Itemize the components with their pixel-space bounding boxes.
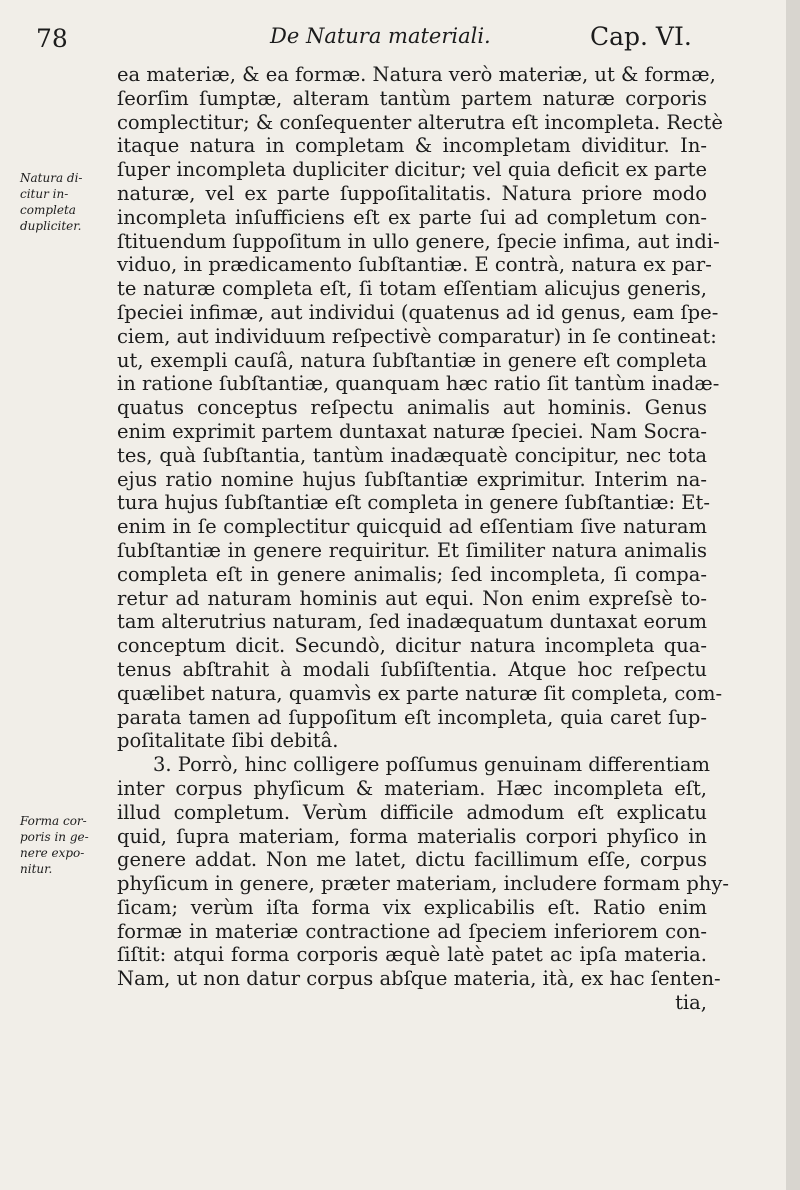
marginal-note-line: nitur. (20, 862, 53, 876)
text-line: complectitur; & conſequenter alterutra eſt incompleta. Rectè (117, 110, 723, 134)
text-line: incompleta inſufficiens eſt ex parte ſui ad completum con- (117, 205, 707, 229)
text-line: ſpeciei infimæ, aut individui (quatenus ad id genus, eam ſpe- (117, 300, 719, 324)
marginal-note-natura-incompleta (20, 170, 112, 234)
text-line: ejus ratio nomine hujus ſubſtantiæ exprimitur. Interim na- (117, 467, 707, 491)
text-line: tes, quà ſubſtantia, tantùm inadæquatè concipitur, nec tota (117, 443, 707, 467)
text-line: tenus abſtrahit à modali ſubſiſtentia. Atque hoc reſpectu (117, 657, 707, 681)
text-line: in ratione ſubſtantiæ, quanquam hæc ratio ſit tantùm inadæ- (117, 372, 720, 396)
text-line: Nam, ut non datur corpus abſque materia, ità, ex hac ſenten- (117, 967, 721, 991)
text-line: genere addat. Non me latet, dictu facillimum eſſe, corpus (117, 848, 707, 872)
text-line: ſubſtantiæ in genere requiritur. Et ſimiliter natura animalis (117, 538, 707, 562)
text-line: itaque natura in completam & incompletam dividitur. In- (117, 134, 707, 158)
text-line: poſitalitate ſibi debitâ. (117, 729, 339, 753)
text-line: ſtituendum ſuppoſitum in ullo genere, ſpecie infima, aut indi- (117, 229, 720, 253)
text-line: enim exprimit partem duntaxat naturæ ſpeciei. Nam Socra- (117, 419, 707, 443)
marginal-note-line: nere expo- (20, 846, 85, 860)
catchword: tia, (675, 991, 707, 1015)
text-line: ea materiæ, & ea formæ. Natura verò materiæ, ut & formæ, (117, 63, 716, 86)
marginal-note-line: Forma cor- (20, 814, 87, 828)
text-line: 3. Porrò, hinc colligere poſſumus genuinam differentiam (153, 753, 711, 777)
text-line: naturæ, vel ex parte ſuppoſitalitatis. Natura priore modo (117, 181, 707, 205)
text-line: quid, ſupra materiam, forma materialis corpori phyſico in (117, 824, 707, 848)
text-line: viduo, in prædicamento ſubſtantiæ. E contrà, natura ex par- (117, 253, 712, 277)
text-line: enim in ſe complectitur quicquid ad eſſentiam ſive naturam (117, 515, 707, 539)
text-line: ſiſtit: atqui forma corporis æquè latè patet ac ipſa materia. (117, 943, 707, 967)
marginal-note-line: citur in- (20, 187, 69, 201)
body-text (117, 63, 729, 1015)
text-line: retur ad naturam hominis aut equi. Non enim expreſsè to- (117, 586, 707, 610)
text-line: quælibet natura, quamvìs ex parte naturæ ſit completa, com- (117, 681, 723, 705)
running-title: De Natura materiali. (270, 24, 491, 48)
text-line: formæ in materiæ contractione ad ſpeciem inferiorem con- (117, 919, 707, 943)
text-line: illud completum. Verùm difficile admodum eſt explicatu (117, 800, 707, 824)
page-number: 78 (36, 24, 68, 53)
page-edge-shadow (786, 0, 800, 1190)
text-line: conceptum dicit. Secundò, dicitur natura incompleta qua- (117, 634, 707, 658)
text-line: quatus conceptus reſpectu animalis aut hominis. Genus (117, 396, 707, 420)
page-header (0, 22, 800, 56)
text-line: ut, exempli cauſâ, natura ſubſtantiæ in genere eſt completa (117, 348, 707, 372)
marginal-note-line: dupliciter. (20, 219, 82, 233)
text-line: tam alterutrius naturam, ſed inadæquatum duntaxat eorum (117, 610, 707, 634)
text-line: parata tamen ad ſuppoſitum eſt incompleta, quia caret ſup- (117, 705, 707, 729)
text-line: tura hujus ſubſtantiæ eſt completa in genere ſubſtantiæ: Et- (117, 491, 710, 515)
marginal-note-line: Natura di- (20, 171, 83, 185)
text-line: ciem, aut individuum reſpectivè comparatur) in ſe contineat: (117, 324, 717, 348)
text-line: inter corpus phyſicum & materiam. Hæc incompleta eſt, (117, 776, 707, 800)
text-line: te naturæ completa eſt, ſi totam eſſentiam alicujus generis, (117, 277, 707, 301)
text-line: ſuper incompleta dupliciter dicitur; vel quia deficit ex parte (117, 158, 707, 182)
text-line: ſeorſim ſumptæ, alteram tantùm partem naturæ corporis (117, 86, 707, 110)
text-line: completa eſt in genere animalis; ſed incompleta, ſi compa- (117, 562, 707, 586)
marginal-note-forma-corporis (20, 813, 112, 877)
text-line: phyſicum in genere, præter materiam, includere formam phy- (117, 872, 729, 896)
text-line: ſicam; verùm iſta forma vix explicabilis eſt. Ratio enim (117, 895, 707, 919)
marginal-note-line: poris in ge- (20, 830, 89, 844)
marginal-note-line: completa (20, 203, 76, 217)
chapter-label: Cap. VI. (590, 22, 692, 51)
